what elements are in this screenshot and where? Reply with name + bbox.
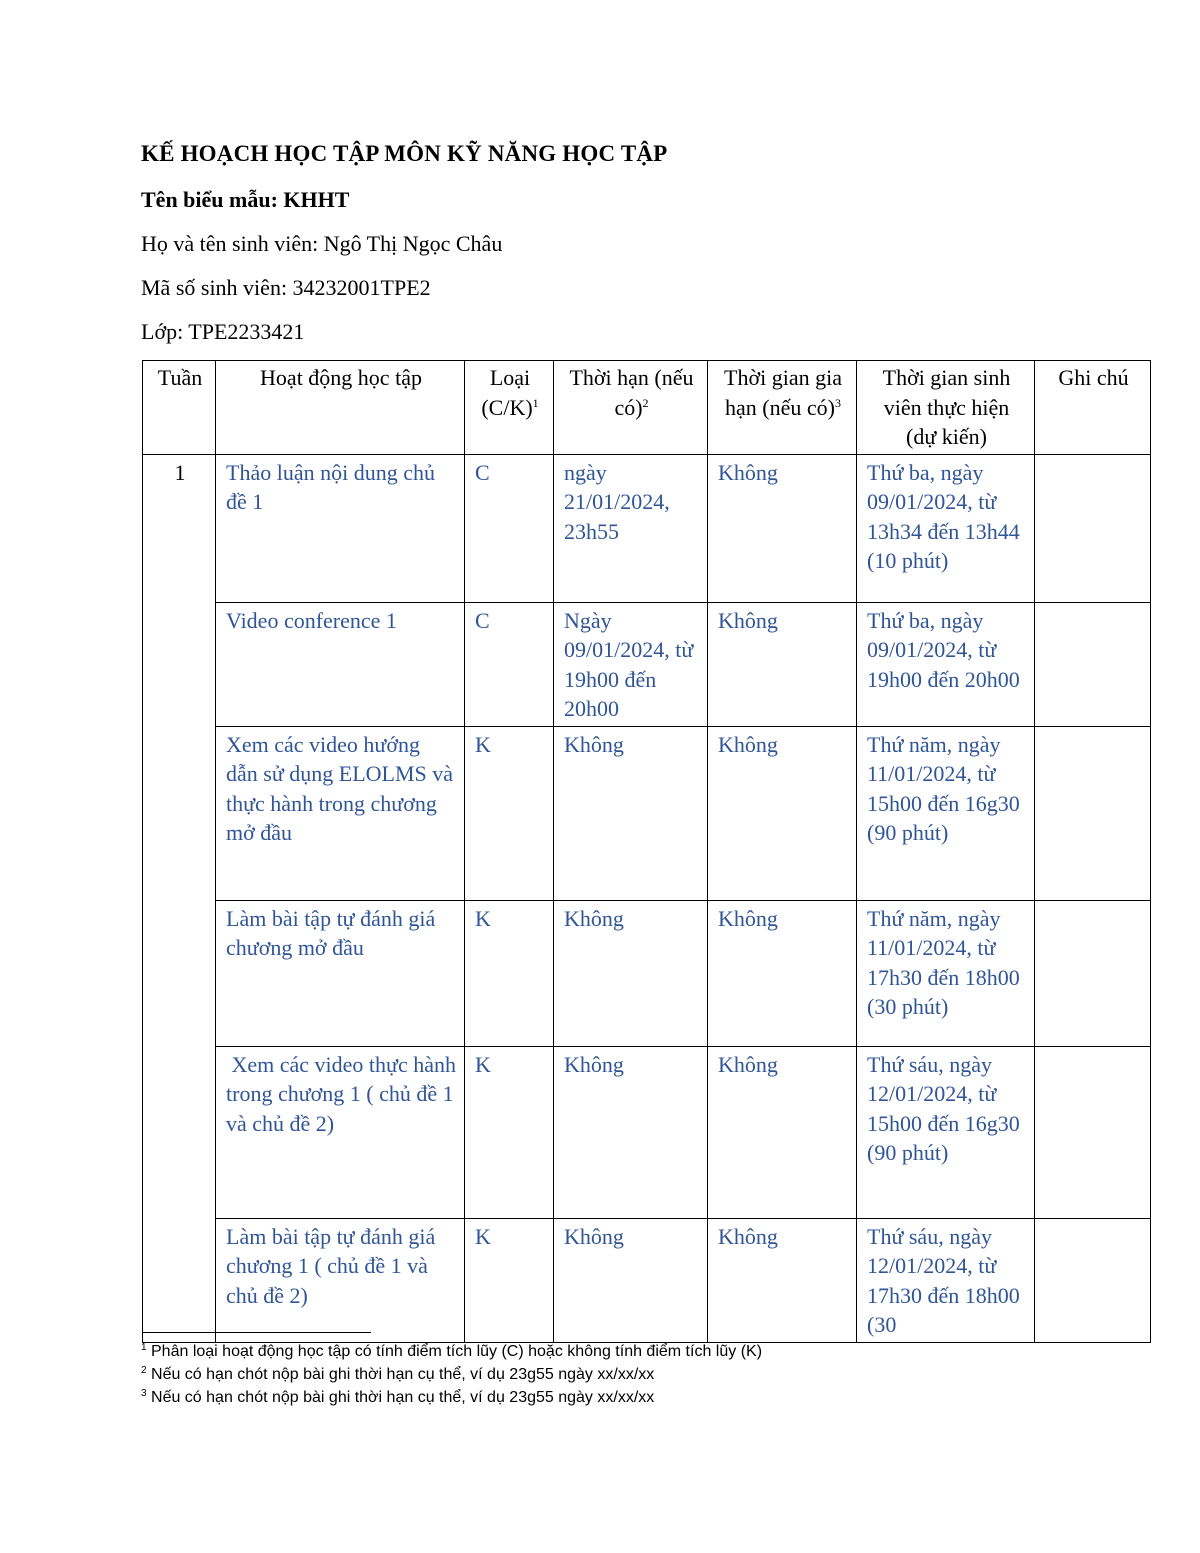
footnote-separator [142, 1332, 371, 1333]
week-cell: 1 [143, 454, 216, 1342]
notes-cell [1035, 602, 1151, 726]
notes-cell [1035, 900, 1151, 1046]
notes-cell [1035, 454, 1151, 602]
activity-cell: Video conference 1 [216, 602, 465, 726]
footnote-2 [141, 1366, 654, 1384]
extension-cell: Không [708, 900, 857, 1046]
extension-cell: Không [708, 726, 857, 900]
deadline-cell: Không [554, 900, 708, 1046]
activity-cell: Thảo luận nội dung chủ đề 1 [216, 454, 465, 602]
type-cell: K [465, 1046, 554, 1218]
type-cell: K [465, 726, 554, 900]
extension-cell: Không [708, 602, 857, 726]
footnote-ref-3[interactable]: 3 [834, 395, 841, 410]
planned-time-cell: Thứ ba, ngày 09/01/2024, từ 13h34 đến 13h44 (10 phút) [857, 454, 1035, 602]
table-row [143, 726, 1151, 900]
header-planned-time: Thời gian sinh viên thực hiện (dự kiến) [857, 361, 1035, 455]
table-row [143, 454, 1151, 602]
table-header-row [143, 361, 1151, 455]
notes-cell [1035, 1218, 1151, 1342]
header-activity: Hoạt động học tập [216, 361, 465, 455]
activity-cell: Làm bài tập tự đánh giá chương mở đầu [216, 900, 465, 1046]
footnote-ref-1[interactable]: 1 [532, 395, 539, 410]
type-cell: C [465, 602, 554, 726]
header-deadline-label: Thời hạn (nếu có) [569, 365, 694, 420]
table-row [143, 900, 1151, 1046]
activity-cell: Xem các video thực hành trong chương 1 ( chủ đề 1 và chủ đề 2) [216, 1046, 465, 1218]
header-type [465, 361, 554, 455]
extension-cell: Không [708, 1046, 857, 1218]
footnote-3 [141, 1389, 654, 1407]
activity-cell: Xem các video hướng dẫn sử dụng ELOLMS và thực hành trong chương mở đầu [216, 726, 465, 900]
activity-cell: Làm bài tập tự đánh giá chương 1 ( chủ đề 1 và chủ đề 2) [216, 1218, 465, 1342]
form-name: Tên biểu mẫu: KHHT [141, 187, 350, 212]
type-cell: K [465, 900, 554, 1046]
type-cell: C [465, 454, 554, 602]
notes-cell [1035, 726, 1151, 900]
deadline-cell: Không [554, 726, 708, 900]
study-plan-table [142, 360, 1151, 1343]
planned-time-cell: Thứ năm, ngày 11/01/2024, từ 15h00 đến 16g30 (90 phút) [857, 726, 1035, 900]
planned-time-cell: Thứ sáu, ngày 12/01/2024, từ 15h00 đến 16g30 (90 phút) [857, 1046, 1035, 1218]
student-id: Mã số sinh viên: 34232001TPE2 [141, 275, 431, 300]
table-row [143, 1046, 1151, 1218]
extension-cell: Không [708, 454, 857, 602]
extension-cell: Không [708, 1218, 857, 1342]
header-deadline [554, 361, 708, 455]
deadline-cell: Không [554, 1218, 708, 1342]
footnote-text: Phân loại hoạt động học tập có tính điểm tích lũy (C) hoặc không tính điểm tích lũy (K) [146, 1343, 763, 1360]
header-notes: Ghi chú [1035, 361, 1151, 455]
planned-time-cell: Thứ sáu, ngày 12/01/2024, từ 17h30 đến 18h00 (30 [857, 1218, 1035, 1342]
footnote-ref-2[interactable]: 2 [642, 395, 649, 410]
header-week: Tuần [143, 361, 216, 455]
deadline-cell: Ngày 09/01/2024, từ 19h00 đến 20h00 [554, 602, 708, 726]
header-extension-label: Thời gian gia hạn (nếu có) [724, 365, 842, 420]
deadline-cell: Không [554, 1046, 708, 1218]
header-extension [708, 361, 857, 455]
footnote-text: Nếu có hạn chót nộp bài ghi thời hạn cụ thể, ví dụ 23g55 ngày xx/xx/xx [146, 1366, 655, 1383]
footnote-1 [141, 1343, 762, 1361]
deadline-cell: ngày 21/01/2024, 23h55 [554, 454, 708, 602]
document-title: KẾ HOẠCH HỌC TẬP MÔN KỸ NĂNG HỌC TẬP [141, 141, 668, 166]
footnote-text: Nếu có hạn chót nộp bài ghi thời hạn cụ thể, ví dụ 23g55 ngày xx/xx/xx [146, 1389, 655, 1406]
notes-cell [1035, 1046, 1151, 1218]
footnote-mark: 3 [141, 1388, 147, 1399]
student-class: Lớp: TPE2233421 [141, 319, 305, 344]
header-type-label: Loại (C/K) [481, 365, 533, 420]
table-row [143, 1218, 1151, 1342]
footnote-mark: 2 [141, 1365, 147, 1376]
planned-time-cell: Thứ ba, ngày 09/01/2024, từ 19h00 đến 20h00 [857, 602, 1035, 726]
type-cell: K [465, 1218, 554, 1342]
table-row [143, 602, 1151, 726]
student-name: Họ và tên sinh viên: Ngô Thị Ngọc Châu [141, 231, 503, 256]
footnote-mark: 1 [141, 1342, 147, 1353]
planned-time-cell: Thứ năm, ngày 11/01/2024, từ 17h30 đến 18h00 (30 phút) [857, 900, 1035, 1046]
